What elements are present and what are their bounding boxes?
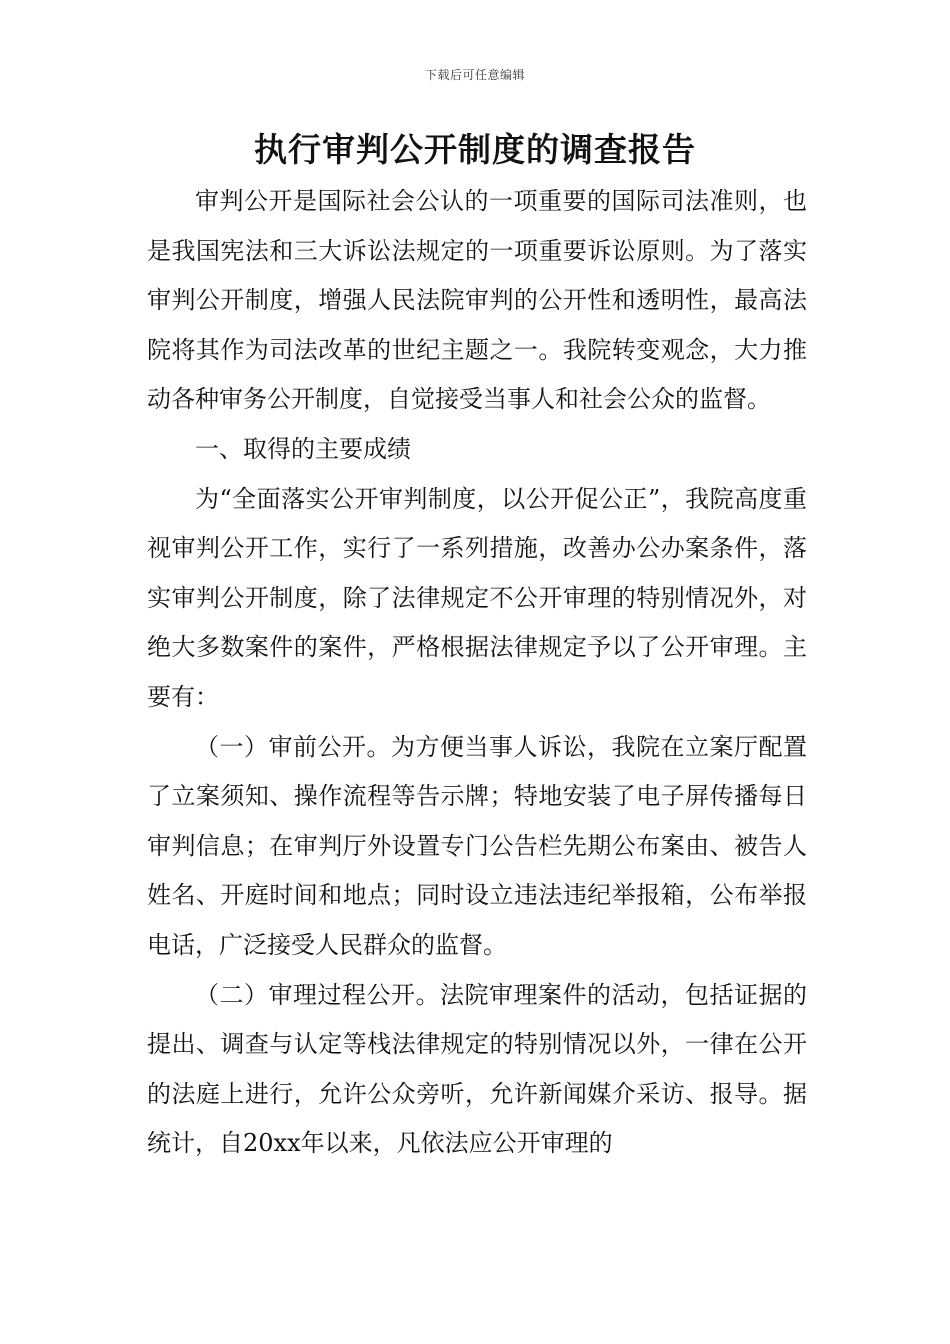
paragraph-intro: 审判公开是国际社会公认的一项重要的国际司法准则，也是我国宪法和三大诉讼法规定的一项重要诉讼原则。为了落实审判公开制度，增强人民法院审判的公开性和透明性，最高法院将其作为司法改革的世纪主题之一。我院转变观念，大力推动各种审务公开制度，自觉接受当事人和社会公众的监督。: [147, 187, 807, 414]
paragraph-pretrial-openness: （一）审前公开。为方便当事人诉讼，我院在立案厅配置了立案须知、操作流程等告示牌；特地安装了电子屏传播每日审判信息；在审判厅外设置专门公告栏先期公布案由、被告人姓名、开庭时间和地点；同时设立违法违纪举报箱，公布举报电话，广泛接受人民群众的监督。: [147, 732, 807, 959]
paragraph-achievements: 为“全面落实公开审判制度，以公开促公正”，我院高度重视审判公开工作，实行了一系列措施，改善办公办案条件，落实审判公开制度，除了法律规定不公开审理的特别情况外，对绝大多数案件的案件，严格根据法律规定予以了公开审理。主要有：: [147, 484, 807, 711]
paragraph-trial-process-openness: （二）审理过程公开。法院审理案件的活动，包括证据的提出、调查与认定等栈法律规定的特别情况以外，一律在公开的法庭上进行，允许公众旁听，允许新闻媒介采访、报导。据统计，自20xx年以来，凡依法应公开审理的: [147, 980, 807, 1158]
document-title: 执行审判公开制度的调查报告: [254, 130, 696, 169]
section-heading-achievements: 一、取得的主要成绩: [195, 434, 411, 463]
header-note: 下载后可任意编辑: [424, 68, 525, 82]
document-body: [147, 177, 807, 1169]
